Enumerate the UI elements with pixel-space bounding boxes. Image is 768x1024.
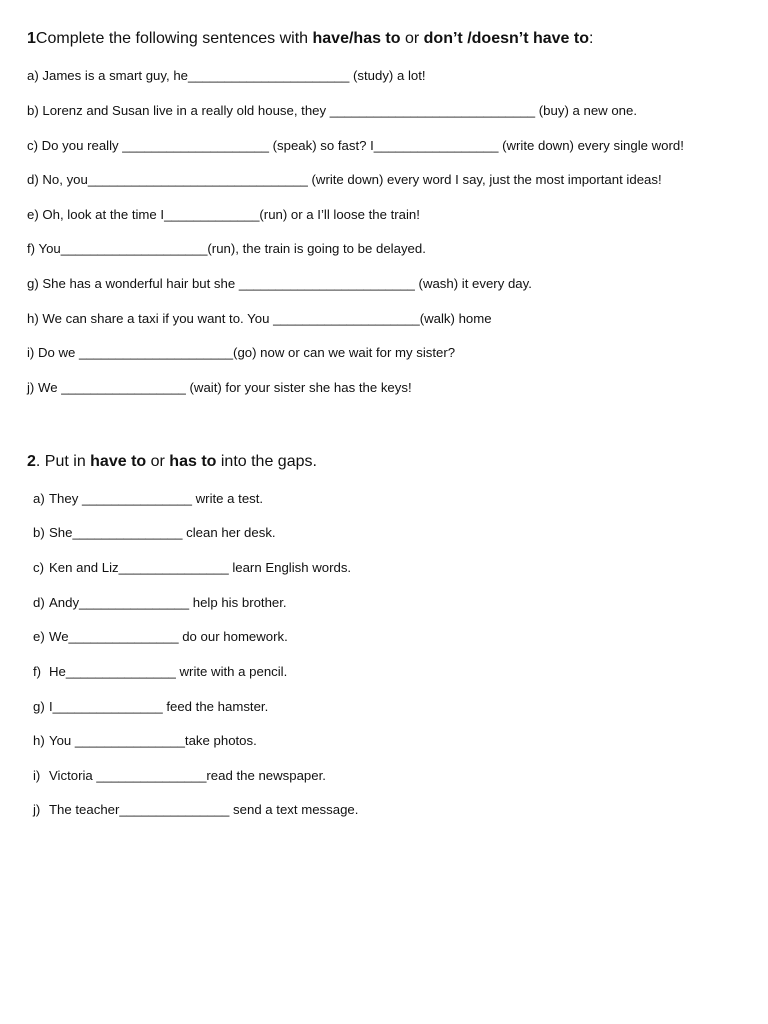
item-label: h) [33, 733, 45, 748]
item-text: He_______________ write with a pencil. [49, 664, 288, 679]
item-label: a) [33, 491, 45, 506]
section1-heading [27, 30, 593, 48]
section1-title-part: or [400, 30, 424, 47]
item-text: The teacher_______________ send a text message. [49, 802, 359, 817]
section2-heading [27, 453, 317, 471]
item-label: e) [33, 629, 45, 644]
section2-item-i [33, 768, 326, 784]
section2-item-f [33, 664, 287, 680]
section2-item-h [33, 733, 257, 749]
item-text: You _______________take photos. [49, 733, 257, 748]
section2-number: 2 [27, 453, 36, 470]
item-text: She_______________ clean her desk. [49, 525, 276, 540]
item-label: f) [33, 664, 42, 679]
section1-item-b: b) Lorenz and Susan live in a really old house, they ____________________________ (buy) a new one. [27, 103, 638, 118]
item-label: g) [33, 699, 45, 714]
section1-item-e: e) Oh, look at the time I_____________(run) or a I’ll loose the train! [27, 207, 420, 222]
section1-title-part: : [589, 30, 594, 47]
section2-item-d [33, 595, 287, 611]
item-text: I_______________ feed the hamster. [49, 699, 269, 714]
item-label: d) [33, 595, 45, 610]
section1-item-g: g) She has a wonderful hair but she ________________________ (wash) it every day. [27, 276, 532, 291]
section1-item-h: h) We can share a taxi if you want to. You ____________________(walk) home [27, 311, 492, 326]
section2-title-part: into the gaps. [216, 453, 317, 470]
item-text: Ken and Liz_______________ learn English words. [49, 560, 352, 575]
section2-item-e [33, 629, 288, 645]
section1-item-i: i) Do we _____________________(go) now or can we wait for my sister? [27, 345, 456, 360]
item-text: They _______________ write a test. [49, 491, 264, 506]
item-text: Victoria _______________read the newspaper. [49, 768, 326, 783]
section2-item-c [33, 560, 351, 576]
item-label: b) [33, 525, 45, 540]
section1-item-c: c) Do you really ____________________ (speak) so fast? I_________________ (write down) every single word! [27, 138, 684, 153]
section1-title-part: have/has to [312, 30, 401, 47]
item-text: Andy_______________ help his brother. [49, 595, 287, 610]
section1-title-part: don’t /doesn’t have to [423, 30, 589, 47]
section1-number: 1 [27, 30, 36, 47]
section1-item-a: a) James is a smart guy, he______________________ (study) a lot! [27, 68, 426, 83]
item-text: We_______________ do our homework. [49, 629, 288, 644]
section2-item-b [33, 525, 276, 541]
section1-item-j: j) We _________________ (wait) for your sister she has the keys! [27, 380, 412, 395]
section2-title-part: have to [90, 453, 147, 470]
section2-item-j [33, 802, 358, 818]
section2-item-g [33, 699, 268, 715]
section2-title-part: . Put in [35, 453, 91, 470]
section1-item-f: f) You____________________(run), the train is going to be delayed. [27, 241, 426, 256]
section1-item-d: d) No, you______________________________ (write down) every word I say, just the most important ideas! [27, 172, 662, 187]
section2-title-part: has to [169, 453, 217, 470]
section2-title-part: or [146, 453, 170, 470]
section2-item-a [33, 491, 263, 507]
section1-title-part: Complete the following sentences with [35, 30, 313, 47]
item-label: j) [33, 802, 41, 817]
item-label: c) [33, 560, 44, 575]
item-label: i) [33, 768, 41, 783]
